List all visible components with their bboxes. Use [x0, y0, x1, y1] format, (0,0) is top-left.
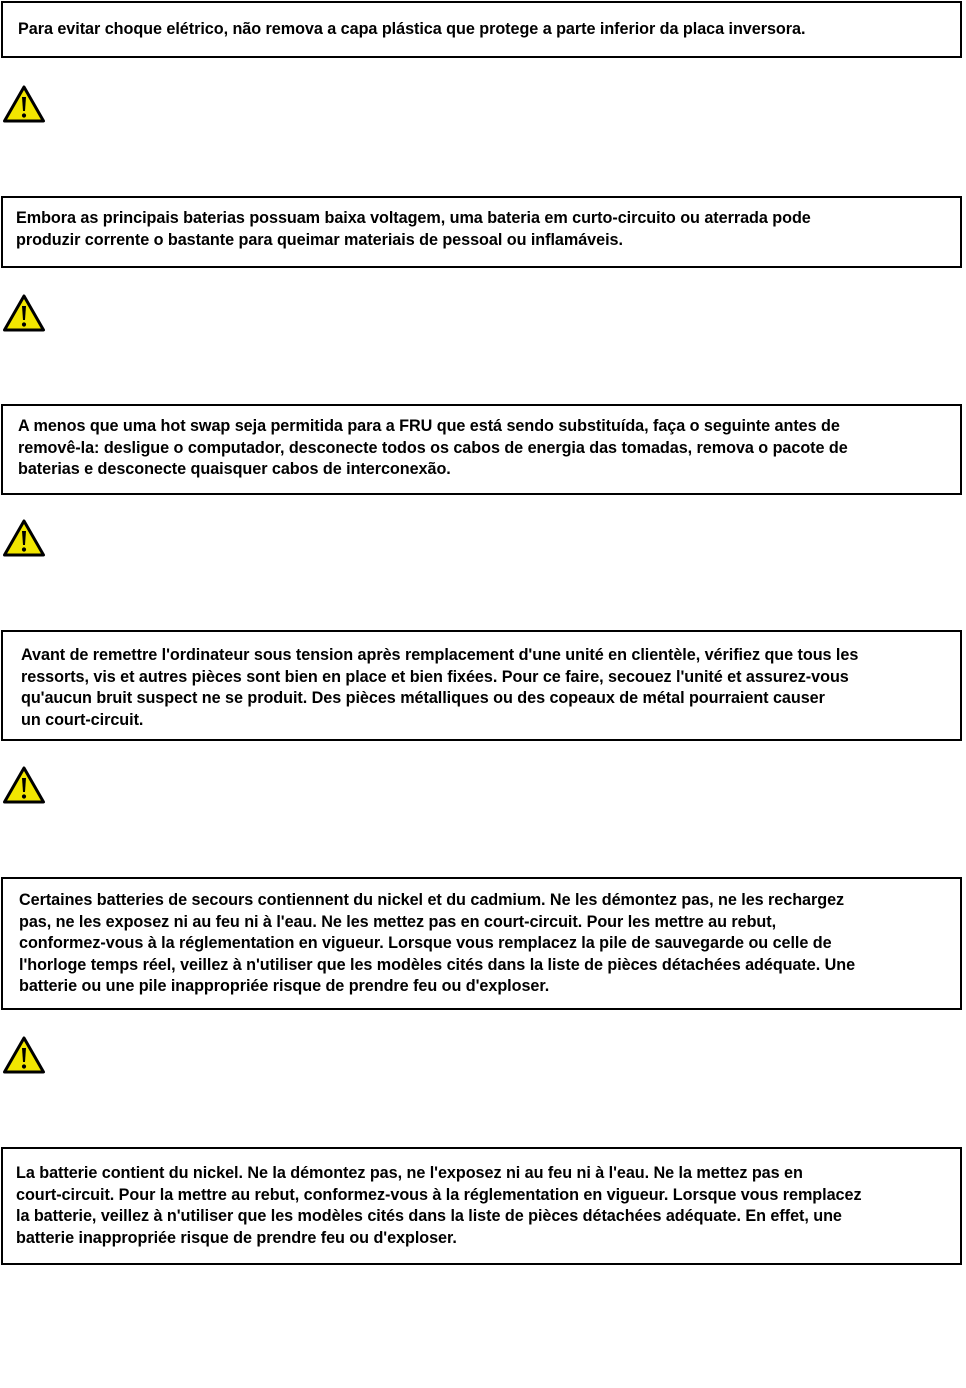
notice-line: removê-la: desligue o computador, desconecte todos os cabos de energia das tomadas, remova o pacote de — [18, 438, 848, 457]
notice-line: qu'aucun bruit suspect ne se produit. Des pièces métalliques ou des copeaux de métal pourraient causer — [21, 689, 825, 707]
notice-line: Certaines batteries de secours contiennent du nickel et du cadmium. Ne les démontez pas, ne les rechargez — [19, 891, 845, 909]
notice-line: batterie inappropriée risque de prendre feu ou d'exploser. — [16, 1228, 457, 1247]
notice-line: Para evitar choque elétrico, não remova a capa plástica que protege a parte inferior da placa inversora. — [18, 20, 806, 38]
notice-line: batterie ou une pile inappropriée risque de prendre feu ou d'exploser. — [19, 977, 550, 995]
notice-line: ressorts, vis et autres pièces sont bien en place et bien fixées. Pour ce faire, secouez l'unité et assurez-vous — [21, 667, 849, 686]
notice-line: court-circuit. Pour la mettre au rebut, conformez-vous à la réglementation en vigueur. Lorsque vous remplacez — [16, 1185, 862, 1204]
warning-triangle-icon — [2, 1035, 46, 1075]
notice-text-4 — [21, 645, 858, 731]
notice-text-6 — [16, 1163, 862, 1249]
notice-line: produzir corrente o bastante para queimar materiais de pessoal ou inflamáveis. — [16, 230, 623, 249]
warning-triangle-icon — [2, 518, 46, 558]
warning-triangle-icon — [2, 293, 46, 333]
notice-text-2 — [16, 208, 811, 251]
notice-line: baterias e desconecte quaisquer cabos de interconexão. — [18, 460, 451, 478]
notice-text-5 — [19, 890, 855, 998]
warning-triangle-icon — [2, 84, 46, 124]
notice-line: un court-circuit. — [21, 710, 144, 729]
notice-line: conformez-vous à la réglementation en vigueur. Lorsque vous remplacez la pile de sauvegarde ou celle de — [19, 934, 832, 952]
notice-line: Avant de remettre l'ordinateur sous tension après remplacement d'une unité en clientèle, vérifiez que tous les — [21, 646, 859, 664]
warning-triangle-icon — [2, 765, 46, 805]
notice-line: A menos que uma hot swap seja permitida para a FRU que está sendo substituída, faça o seguinte antes de — [18, 417, 840, 435]
notice-text-3 — [18, 416, 848, 481]
notice-line: La batterie contient du nickel. Ne la démontez pas, ne l'exposez ni au feu ni à l'eau. Ne la mettez pas en — [16, 1164, 803, 1182]
notice-line: l'horloge temps réel, veillez à n'utiliser que les modèles cités dans la liste de pièces détachées adéquate. Une — [19, 955, 856, 974]
notice-line: la batterie, veillez à n'utiliser que les modèles cités dans la liste de pièces détachées adéquate. En effet, une — [16, 1207, 842, 1225]
notice-text-1 — [18, 19, 805, 41]
notice-line: pas, ne les exposez ni au feu ni à l'eau. Ne les mettez pas en court-circuit. Pour les mettre au rebut, — [19, 912, 777, 931]
notice-line: Embora as principais baterias possuam baixa voltagem, uma bateria em curto-circuito ou aterrada pode — [16, 209, 811, 227]
